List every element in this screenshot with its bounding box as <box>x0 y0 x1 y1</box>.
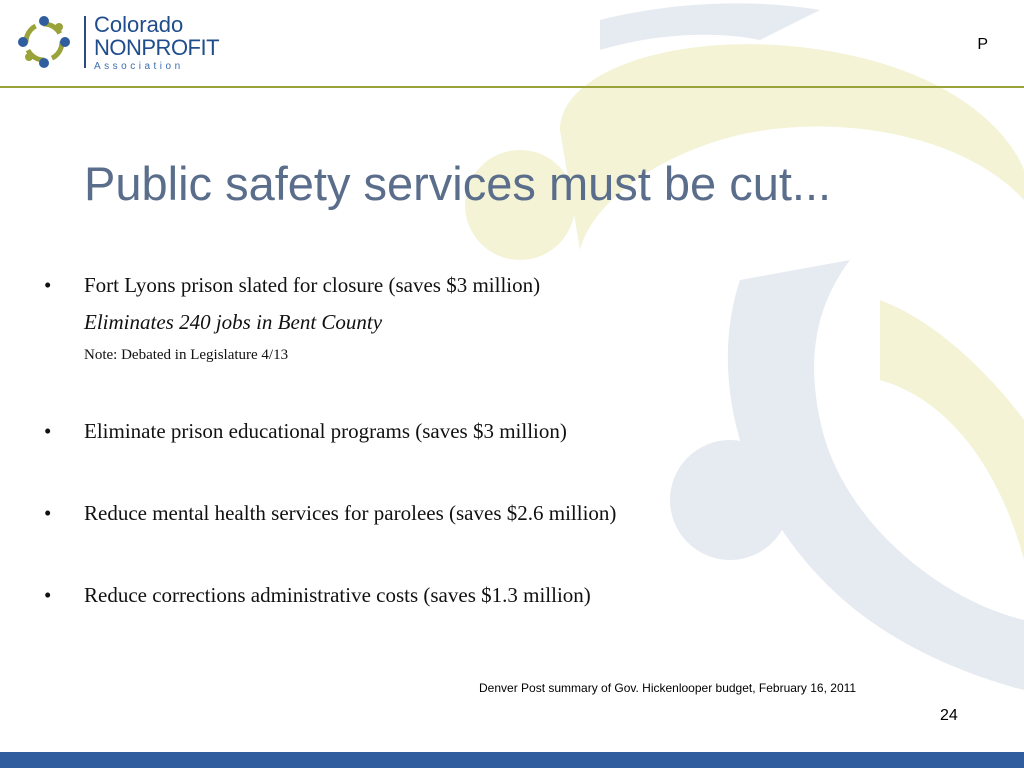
bullet-icon: • <box>44 419 52 443</box>
bullet-list <box>44 268 944 612</box>
bullet-item <box>44 414 944 448</box>
bullet-icon: • <box>44 501 52 525</box>
logo-line-colorado: Colorado <box>94 12 184 37</box>
swirl-cream-large <box>560 44 1024 250</box>
bullet-icon: • <box>44 273 52 297</box>
bullet-item <box>44 268 944 368</box>
bullet-subtext: Eliminates 240 jobs in Bent County <box>84 310 383 334</box>
bullet-text: Eliminate prison educational programs (saves $3 million) <box>84 419 567 443</box>
header-divider <box>0 86 1024 88</box>
bullet-item <box>44 496 944 530</box>
bullet-icon: • <box>44 583 52 607</box>
colorado-nonprofit-logo <box>14 12 224 72</box>
bullet-item <box>44 578 944 612</box>
source-citation: Denver Post summary of Gov. Hickenlooper budget, February 16, 2011 <box>479 681 857 695</box>
page-number: 24 <box>940 707 958 724</box>
slide-title: Public safety services must be cut... <box>84 157 832 210</box>
swirl-blue-top <box>600 3 820 50</box>
footer-bar <box>0 752 1024 768</box>
corner-mark: P <box>977 36 988 53</box>
bullet-text: Fort Lyons prison slated for closure (saves $3 million) <box>84 273 541 297</box>
logo-divider <box>84 16 86 68</box>
bullet-text: Reduce corrections administrative costs (saves $1.3 million) <box>84 583 591 607</box>
bullet-note: Note: Debated in Legislature 4/13 <box>84 347 289 363</box>
logo-line-nonprofit: NONPROFIT <box>94 35 220 60</box>
bullet-text: Reduce mental health services for parolees (saves $2.6 million) <box>84 501 617 525</box>
logo-wordmark <box>94 14 219 72</box>
logo-ring-icon <box>14 12 74 72</box>
logo-line-association: Association <box>94 61 184 72</box>
